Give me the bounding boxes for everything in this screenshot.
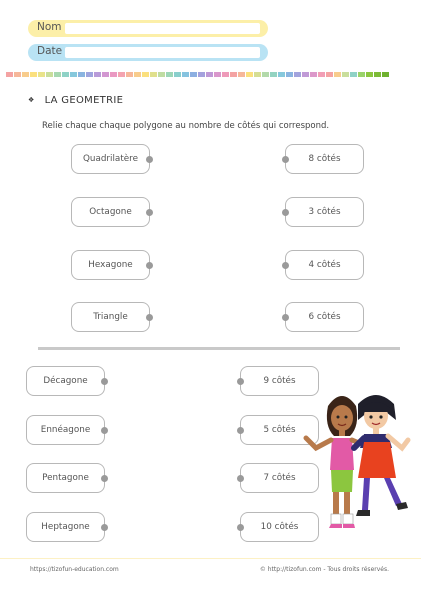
connector-dot[interactable] xyxy=(282,262,289,269)
color-strip-segment xyxy=(22,72,29,77)
color-strip-segment xyxy=(278,72,285,77)
color-strip-segment xyxy=(358,72,365,77)
sides-box-8[interactable] xyxy=(285,144,364,174)
color-strip-segment xyxy=(110,72,117,77)
girl-left-figure xyxy=(306,396,366,528)
color-strip-segment xyxy=(326,72,333,77)
connector-dot[interactable] xyxy=(282,209,289,216)
connector-dot[interactable] xyxy=(101,524,108,531)
color-strip-segment xyxy=(198,72,205,77)
color-strip-segment xyxy=(350,72,357,77)
color-strip-segment xyxy=(166,72,173,77)
color-strip-segment xyxy=(182,72,189,77)
color-strip-segment xyxy=(30,72,37,77)
color-strip-segment xyxy=(54,72,61,77)
color-strip-segment xyxy=(86,72,93,77)
color-strip-segment xyxy=(14,72,21,77)
sides-label: 7 côtés xyxy=(263,473,296,483)
color-strip-segment xyxy=(254,72,261,77)
color-strip-segment xyxy=(150,72,157,77)
sides-box-6[interactable] xyxy=(285,302,364,332)
connector-dot[interactable] xyxy=(101,378,108,385)
polygon-label: Triangle xyxy=(93,312,128,322)
sides-label: 3 côtés xyxy=(308,207,341,217)
girl-right-figure xyxy=(354,395,408,516)
sides-label: 10 côtés xyxy=(260,522,299,532)
connector-dot[interactable] xyxy=(237,427,244,434)
connector-dot[interactable] xyxy=(101,475,108,482)
connector-dot[interactable] xyxy=(146,262,153,269)
color-strip-segment xyxy=(342,72,349,77)
sides-label: 9 côtés xyxy=(263,376,296,386)
color-strip-segment xyxy=(294,72,301,77)
color-strip-segment xyxy=(382,72,389,77)
connector-dot[interactable] xyxy=(146,209,153,216)
color-strip-segment xyxy=(118,72,125,77)
date-label: Date xyxy=(37,45,63,57)
connector-dot[interactable] xyxy=(282,314,289,321)
color-strip-segment xyxy=(142,72,149,77)
connector-dot[interactable] xyxy=(101,427,108,434)
sides-label: 4 côtés xyxy=(308,260,341,270)
color-strip-segment xyxy=(190,72,197,77)
polygon-label: Ennéagone xyxy=(40,425,91,435)
footer-website-link[interactable]: https://tizofun-education.com xyxy=(30,566,119,573)
color-strip-segment xyxy=(70,72,77,77)
connector-dot[interactable] xyxy=(237,475,244,482)
section-title: LA GEOMETRIE xyxy=(44,95,124,106)
polygon-label: Octagone xyxy=(89,207,132,217)
connector-dot[interactable] xyxy=(146,314,153,321)
footer-line xyxy=(0,558,421,559)
polygon-box-octagone[interactable] xyxy=(71,197,150,227)
polygon-label: Décagone xyxy=(43,376,88,386)
connector-dot[interactable] xyxy=(146,156,153,163)
sides-label: 8 côtés xyxy=(308,154,341,164)
date-field[interactable] xyxy=(28,44,268,61)
color-strip-segment xyxy=(310,72,317,77)
color-strip-segment xyxy=(230,72,237,77)
color-strip-segment xyxy=(62,72,69,77)
name-field[interactable] xyxy=(28,20,268,37)
polygon-box-enneagone[interactable] xyxy=(26,415,105,445)
color-strip-segment xyxy=(158,72,165,77)
color-strip-segment xyxy=(374,72,381,77)
color-strip-segment xyxy=(286,72,293,77)
color-strip-segment xyxy=(126,72,133,77)
color-strip-segment xyxy=(6,72,13,77)
color-strip-segment xyxy=(102,72,109,77)
polygon-box-heptagone[interactable] xyxy=(26,512,105,542)
polygon-box-pentagone[interactable] xyxy=(26,463,105,493)
divider xyxy=(38,347,400,350)
sides-box-3[interactable] xyxy=(285,197,364,227)
sides-box-4[interactable] xyxy=(285,250,364,280)
color-strip-segment xyxy=(366,72,373,77)
color-strip-segment xyxy=(174,72,181,77)
color-strip-segment xyxy=(46,72,53,77)
polygon-label: Quadrilatère xyxy=(82,154,139,164)
name-input[interactable] xyxy=(65,23,260,34)
polygon-box-decagone[interactable] xyxy=(26,366,105,396)
color-strip-segment xyxy=(78,72,85,77)
color-strip-segment xyxy=(262,72,269,77)
diamond-bullet-icon: ❖ xyxy=(28,96,35,104)
color-strip-segment xyxy=(214,72,221,77)
polygon-label: Heptagone xyxy=(41,522,90,532)
name-label: Nom xyxy=(37,21,62,33)
color-strip-segment xyxy=(246,72,253,77)
sides-label: 5 côtés xyxy=(263,425,296,435)
connector-dot[interactable] xyxy=(237,524,244,531)
color-strip-segment xyxy=(318,72,325,77)
polygon-box-triangle[interactable] xyxy=(71,302,150,332)
girls-illustration xyxy=(298,386,420,540)
color-strip-segment xyxy=(302,72,309,77)
connector-dot[interactable] xyxy=(282,156,289,163)
footer-copyright: © http://tizofun.com - Tous droits réservés. xyxy=(259,566,389,573)
color-strip-segment xyxy=(222,72,229,77)
polygon-box-hexagone[interactable] xyxy=(71,250,150,280)
section-heading xyxy=(28,95,123,106)
connector-dot[interactable] xyxy=(237,378,244,385)
polygon-label: Hexagone xyxy=(88,260,133,270)
color-strip-segment xyxy=(134,72,141,77)
color-strip-segment xyxy=(270,72,277,77)
color-strip xyxy=(6,72,389,77)
polygon-label: Pentagone xyxy=(42,473,89,483)
color-strip-segment xyxy=(334,72,341,77)
color-strip-segment xyxy=(38,72,45,77)
color-strip-segment xyxy=(94,72,101,77)
polygon-box-quadrilatere[interactable] xyxy=(71,144,150,174)
color-strip-segment xyxy=(238,72,245,77)
color-strip-segment xyxy=(206,72,213,77)
date-input[interactable] xyxy=(65,47,260,58)
instruction-text: Relie chaque chaque polygone au nombre de côtés qui correspond. xyxy=(42,121,330,131)
sides-label: 6 côtés xyxy=(308,312,341,322)
